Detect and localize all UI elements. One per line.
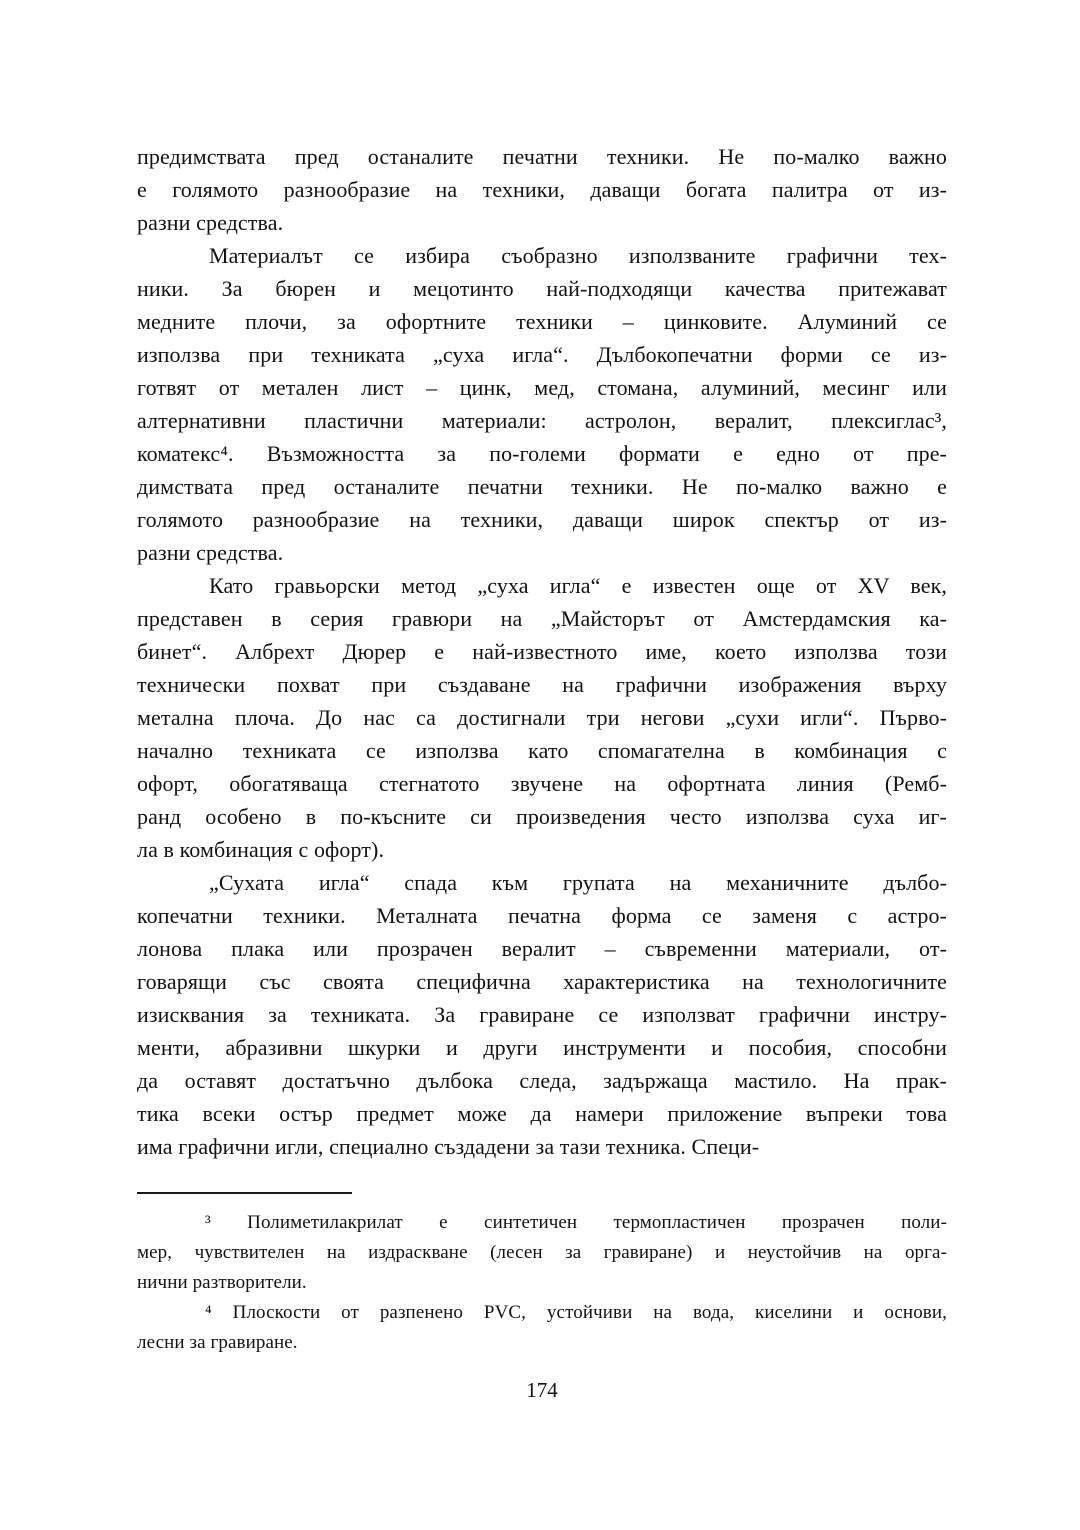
text-line: разни средства.	[137, 210, 284, 235]
text-line: начално техниката се използва като спомагателна в комбинация с	[137, 738, 947, 763]
text-line: „Сухата игла“ спада към групата на механичните дълбо-	[209, 870, 947, 895]
text-line: ⁴ Плоскости от разпенено PVC, устойчиви на вода, киселини и основи,	[205, 1302, 947, 1323]
text-line: ла в комбинация с офорт).	[137, 837, 385, 862]
text-line: готвят от метален лист – цинк, мед, стомана, алуминий, месинг или	[137, 375, 947, 400]
text-line: ранд особено в по-късните си произведения често използва суха иг-	[137, 804, 947, 829]
text-line: Като гравьорски метод „суха игла“ е известен още от XV век,	[209, 573, 947, 598]
text-line: метална плоча. До нас са достигнали три негови „сухи игли“. Първо-	[137, 705, 947, 730]
paragraph	[137, 1298, 947, 1358]
text-line: лесни за гравиране.	[137, 1332, 298, 1353]
paragraph	[137, 1208, 947, 1298]
text-line: предимствата пред останалите печатни техники. Не по-малко важно	[137, 144, 947, 169]
text-line: офорт, обогатяваща стегнатото звучене на офортната линия (Ремб-	[137, 771, 947, 796]
text-line: ³ Полиметилакрилат е синтетичен термопластичен прозрачен поли-	[205, 1212, 947, 1233]
text-line: да оставят достатъчно дълбока следа, задържаща мастило. На прак-	[137, 1068, 947, 1093]
text-line: представен в серия гравюри на „Майсторът от Амстердамския ка-	[137, 606, 947, 631]
text-line: голямото разнообразие на техники, даващи широк спектър от из-	[137, 507, 947, 532]
paragraph	[137, 239, 947, 569]
page-body	[137, 140, 947, 1163]
footnotes	[137, 1208, 947, 1358]
text-line: алтернативни пластични материали: астролон, вералит, плексиглас³,	[137, 408, 947, 433]
text-line: говарящи със своята специфична характеристика на технологичните	[137, 969, 947, 994]
text-line: разни средства.	[137, 540, 284, 565]
text-line: ники. За бюрен и мецотинто най-подходящи качества притежават	[137, 276, 947, 301]
text-line: бинет“. Албрехт Дюрер е най-известното име, което използва този	[137, 639, 947, 664]
text-line: тика всеки остър предмет може да намери приложение въпреки това	[137, 1101, 947, 1126]
text-line: има графични игли, специално създадени за тази техника. Специ-	[137, 1134, 760, 1159]
footnote-separator	[137, 1192, 352, 1194]
paragraph	[137, 569, 947, 866]
text-line: коматекс⁴. Възможността за по-големи формати е едно от пре-	[137, 441, 947, 466]
paragraph	[137, 140, 947, 239]
page-number: 174	[526, 1378, 558, 1402]
text-line: технически похват при създаване на графични изображения върху	[137, 672, 947, 697]
text-line: използва при техниката „суха игла“. Дълбокопечатни форми се из-	[137, 342, 947, 367]
text-line: изисквания за техниката. За гравиране се използват графични инстру-	[137, 1002, 947, 1027]
text-line: Материалът се избира съобразно използваните графични тех-	[209, 243, 947, 268]
text-line: мер, чувствителен на издраскване (лесен за гравиране) и неустойчив на орга-	[137, 1242, 947, 1263]
text-line: димствата пред останалите печатни техники. Не по-малко важно е	[137, 474, 947, 499]
paragraph	[137, 866, 947, 1163]
text-line: нични разтворители.	[137, 1272, 307, 1293]
text-line: менти, абразивни шкурки и други инструменти и пособия, способни	[137, 1035, 947, 1060]
text-line: медните плочи, за офортните техники – цинковите. Алуминий се	[137, 309, 947, 334]
text-line: лонова плака или прозрачен вералит – съвременни материали, от-	[137, 936, 947, 961]
text-line: копечатни техники. Металната печатна форма се заменя с астро-	[137, 903, 947, 928]
text-line: е голямото разнообразие на техники, даващи богата палитра от из-	[137, 177, 947, 202]
